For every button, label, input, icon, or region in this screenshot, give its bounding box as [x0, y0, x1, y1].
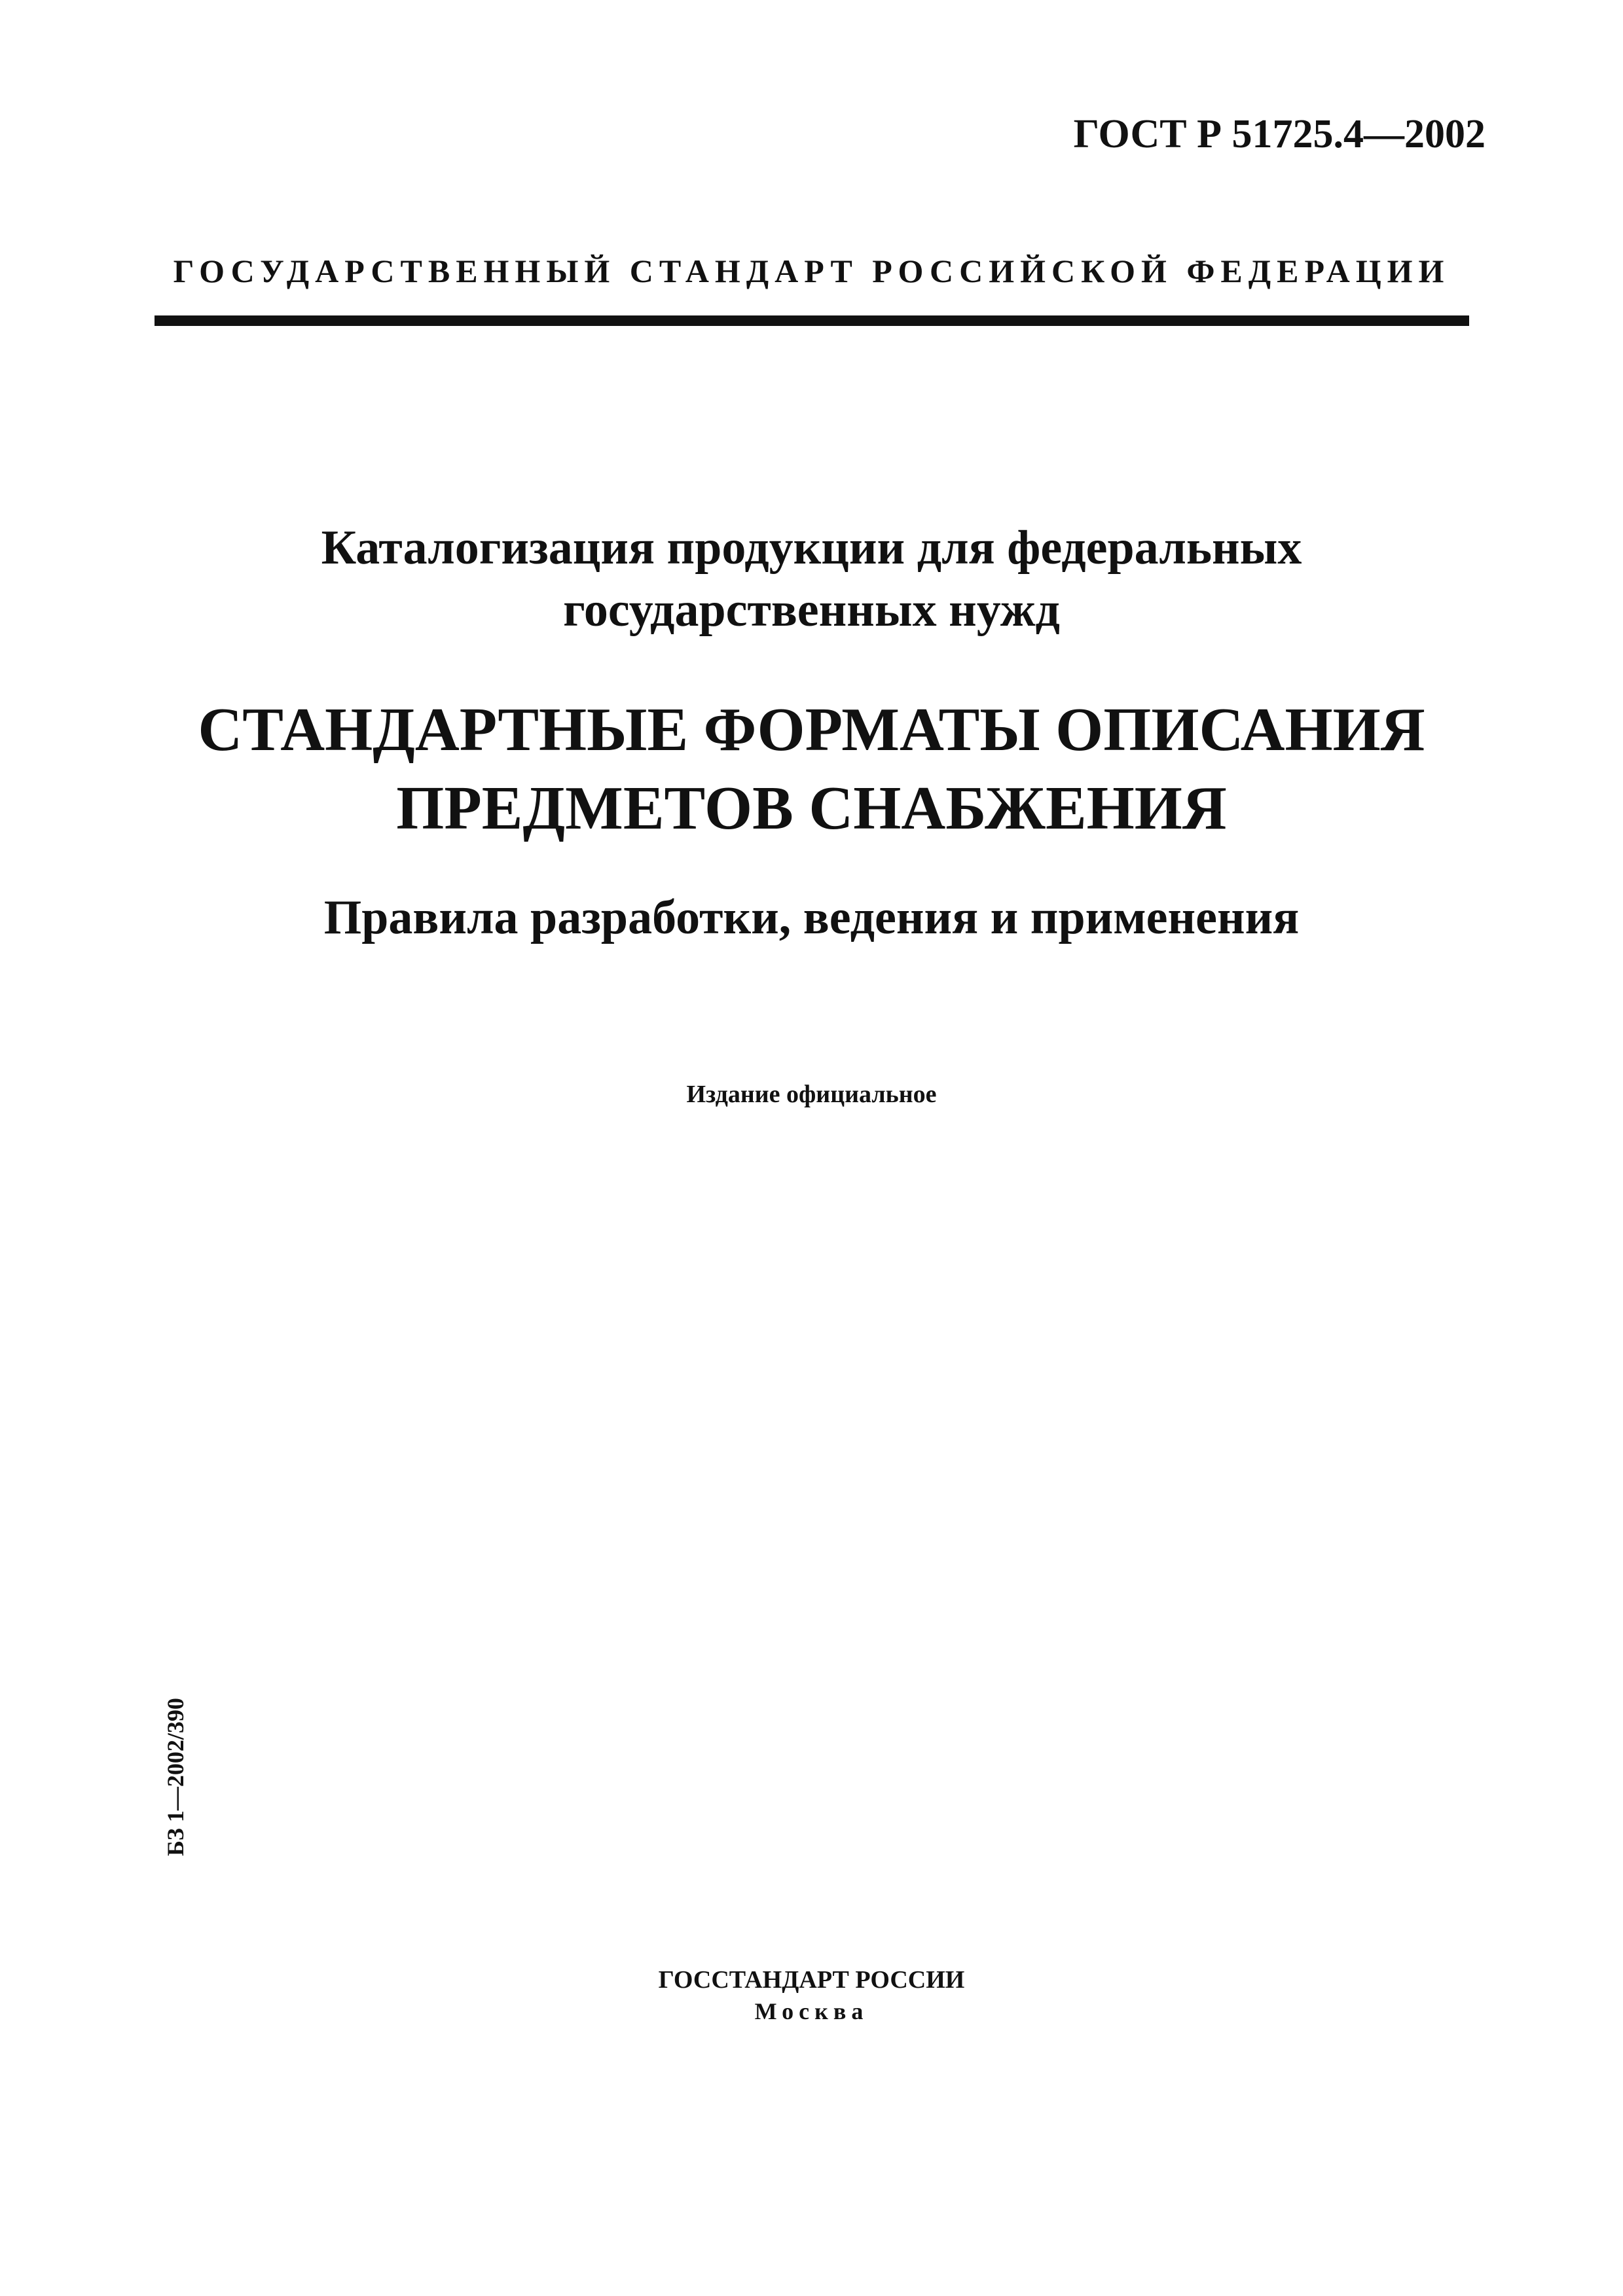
standard-type-heading: ГОСУДАРСТВЕННЫЙ СТАНДАРТ РОССИЙСКОЙ ФЕДЕРАЦИИ [173, 253, 1450, 289]
main-title [0, 691, 1623, 848]
publisher-city: Москва [754, 1998, 869, 2024]
catalog-title-line-2: государственных нужд [563, 583, 1060, 637]
main-title-line-1: СТАНДАРТНЫЕ ФОРМАТЫ ОПИСАНИЯ [198, 696, 1425, 764]
catalog-title [0, 517, 1623, 641]
publisher: ГОССТАНДАРТ РОССИИ [658, 1966, 965, 1994]
side-code: БЗ 1—2002/390 [162, 1698, 189, 1856]
document-number: ГОСТ Р 51725.4—2002 [1073, 112, 1486, 156]
subtitle: Правила разработки, ведения и применения [323, 891, 1300, 944]
catalog-title-line-1: Каталогизация продукции для федеральных [321, 521, 1302, 575]
header-divider [155, 315, 1469, 326]
main-title-line-2: ПРЕДМЕТОВ СНАБЖЕНИЯ [396, 774, 1227, 842]
edition-note: Издание официальное [686, 1081, 937, 1108]
